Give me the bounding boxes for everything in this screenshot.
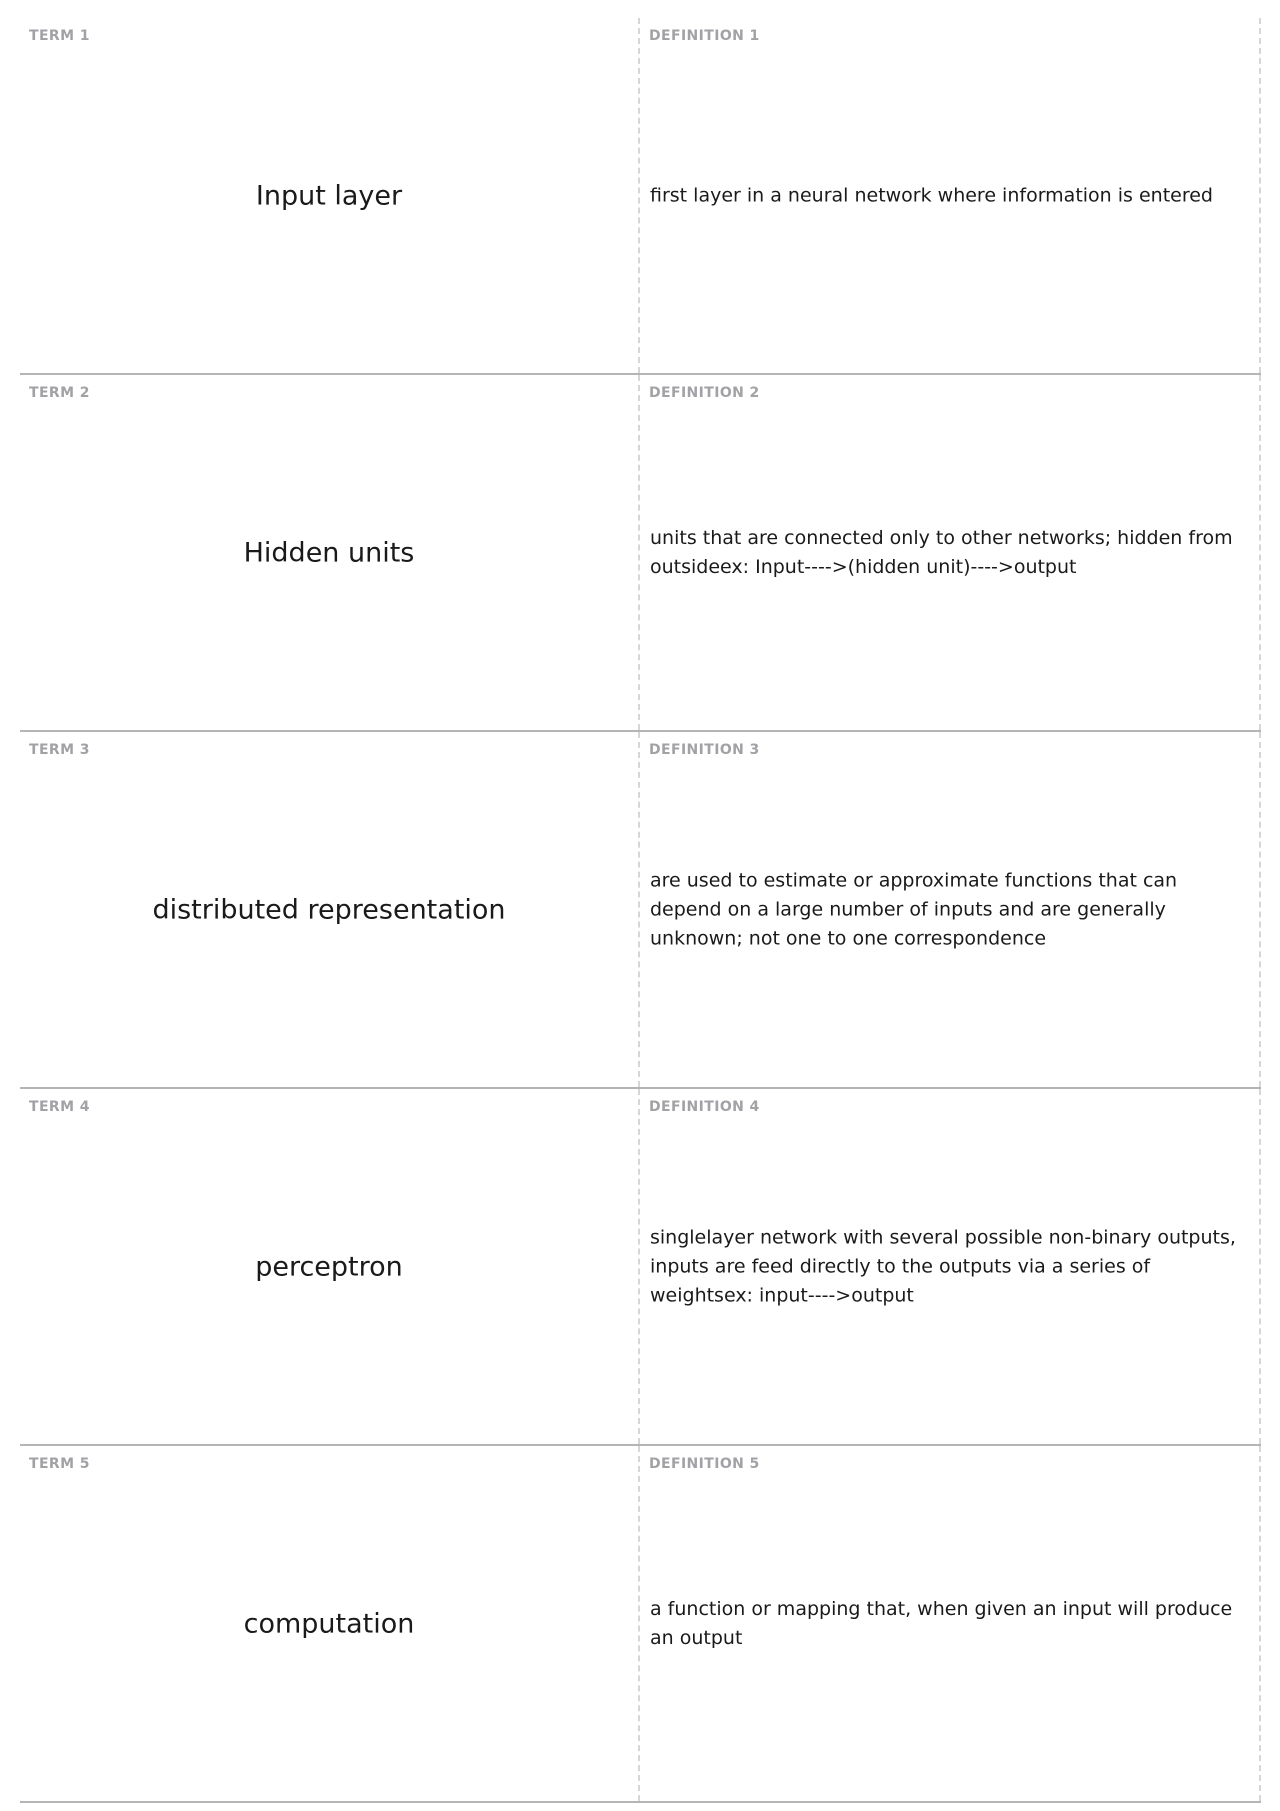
term-label: TERM 4 (29, 1099, 90, 1115)
term-text: Hidden units (243, 537, 415, 568)
term-label: TERM 3 (29, 742, 90, 758)
flashcard (20, 1446, 1261, 1803)
definition-text: units that are connected only to other networks; hidden from outsideex: Input---->(hidden unit)---->output (650, 526, 1233, 578)
definition-cell (640, 1446, 1261, 1801)
definition-cell (640, 1089, 1261, 1444)
term-text: computation (243, 1608, 415, 1639)
definition-cell (640, 375, 1261, 730)
term-cell (20, 375, 640, 730)
definition-cell (640, 18, 1261, 373)
term-label: TERM 2 (29, 385, 90, 401)
definition-text: singlelayer network with several possible non-binary outputs, inputs are feed directly to the outputs via a series of weightsex: input---->output (650, 1226, 1236, 1306)
definition-label: DEFINITION 5 (649, 1456, 760, 1472)
term-text: Input layer (255, 180, 403, 211)
definition-text: first layer in a neural network where information is entered (650, 184, 1213, 206)
definition-label: DEFINITION 4 (649, 1099, 760, 1115)
flashcard-sheet (20, 18, 1261, 1803)
term-text: distributed representation (152, 894, 506, 925)
definition-text: a function or mapping that, when given an input will produce an output (650, 1597, 1233, 1649)
definition-label: DEFINITION 2 (649, 385, 760, 401)
flashcard (20, 18, 1261, 375)
term-cell (20, 1089, 640, 1444)
term-cell (20, 732, 640, 1087)
definition-label: DEFINITION 1 (649, 28, 760, 44)
term-text: perceptron (255, 1251, 403, 1282)
flashcard (20, 1089, 1261, 1446)
flashcard (20, 375, 1261, 732)
flashcard (20, 732, 1261, 1089)
term-label: TERM 1 (29, 28, 90, 44)
term-cell (20, 18, 640, 373)
definition-label: DEFINITION 3 (649, 742, 760, 758)
definition-text: are used to estimate or approximate functions that can depend on a large number of inputs and are generally unknown; not one to one correspondence (650, 869, 1178, 949)
term-cell (20, 1446, 640, 1801)
definition-cell (640, 732, 1261, 1087)
term-label: TERM 5 (29, 1456, 90, 1472)
